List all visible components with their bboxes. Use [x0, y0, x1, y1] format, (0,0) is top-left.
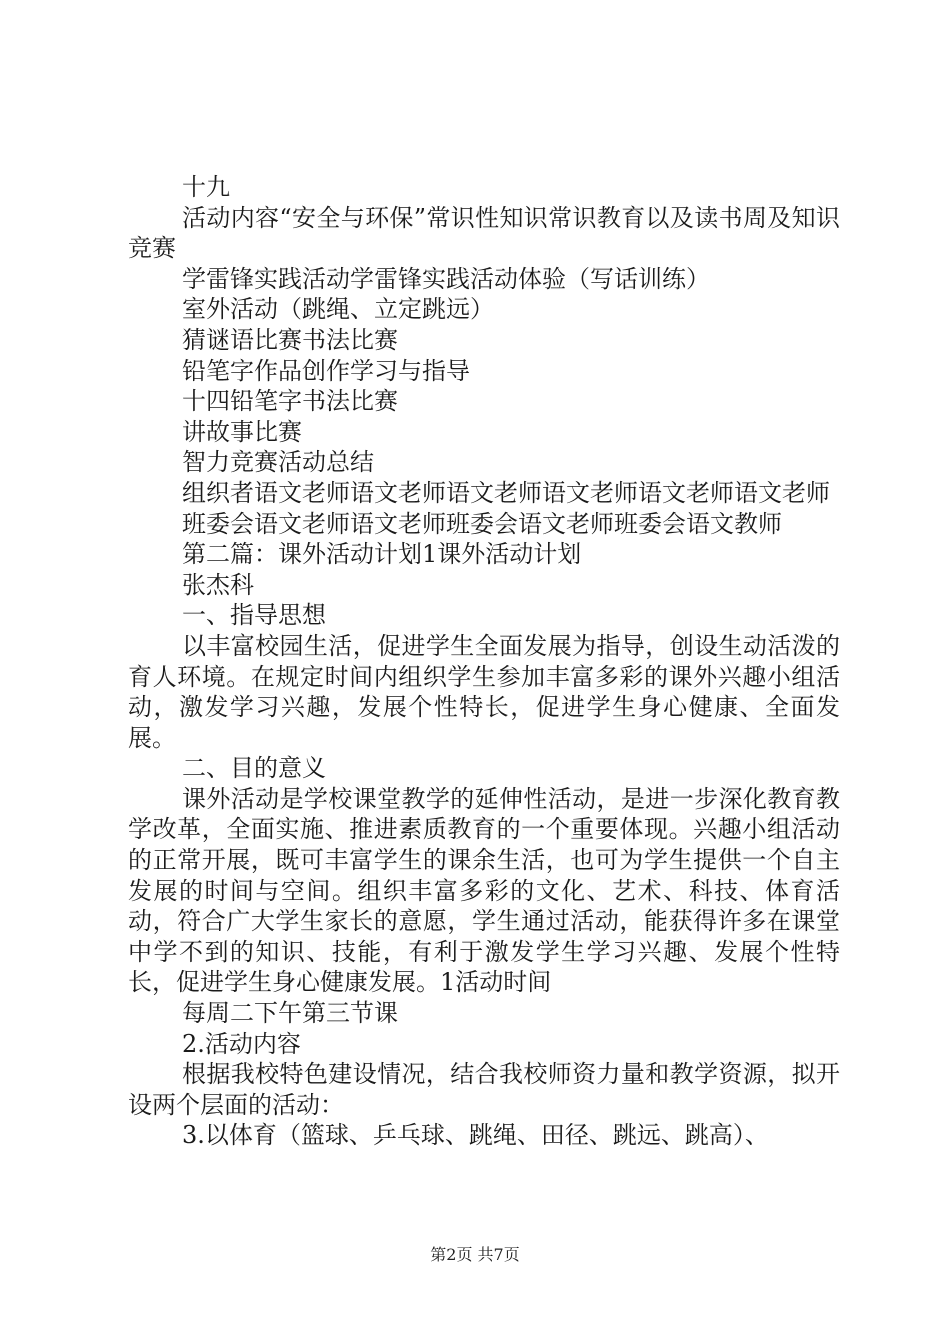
paragraph: 室外活动（跳绳、立定跳远） [182, 295, 494, 324]
paragraph: 猜谜语比赛书法比赛 [182, 325, 398, 354]
author-name: 张杰科 [182, 570, 254, 599]
paragraph: 组织者语文老师语文老师语文老师语文老师语文老师语文老师 [182, 478, 830, 507]
paragraph: 智力竞赛活动总结 [182, 448, 374, 477]
paragraph: 活动内容“安全与环保”常识性知识常识教育以及读书周及知识竞赛 [128, 203, 840, 263]
paragraph: 课外活动是学校课堂教学的延伸性活动，是进一步深化教育教学改革，全面实施、推进素质教育的一个重要体现。兴趣小组活动的正常开展，既可丰富学生的课余生活，也可为学生提供一个自主发展的时间与空间。组织丰富多彩的文化、艺术、科技、体育活动，符合广大学生家长的意愿，学生通过活动，能获得许多在课堂中学不到的知识、技能，有利于激发学生学习兴趣、发展个性特长，促进学生身心健康发展。1活动时间 [128, 784, 840, 997]
paragraph: 班委会语文老师语文老师班委会语文老师班委会语文教师 [182, 509, 782, 538]
paragraph: 根据我校特色建设情况，结合我校师资力量和教学资源，拟开设两个层面的活动： [128, 1060, 840, 1119]
paragraph: 铅笔字作品创作学习与指导 [182, 356, 470, 385]
paragraph: 2.活动内容 [182, 1029, 301, 1058]
section-heading: 二、目的意义 [182, 754, 326, 783]
paragraph: 3.以体育（篮球、乒乓球、跳绳、田径、跳远、跳高）、 [182, 1121, 769, 1150]
paragraph: 十九 [182, 173, 230, 201]
section-heading: 一、指导思想 [182, 601, 326, 630]
paragraph: 十四铅笔字书法比赛 [182, 387, 398, 416]
paragraph: 以丰富校园生活，促进学生全面发展为指导，创设生动活泼的育人环境。在规定时间内组织学生参加丰富多彩的课外兴趣小组活动，激发学习兴趣，发展个性特长，促进学生身心健康、全面发展。 [128, 631, 840, 752]
paragraph: 讲故事比赛 [182, 417, 302, 446]
document-body [128, 172, 840, 1151]
page-number-footer: 第2页 共7页 [430, 1245, 520, 1264]
section-heading: 第二篇：课外活动计划1课外活动计划 [182, 540, 582, 569]
paragraph: 学雷锋实践活动学雷锋实践活动体验（写话训练） [182, 264, 710, 293]
paragraph: 每周二下午第三节课 [182, 999, 398, 1028]
